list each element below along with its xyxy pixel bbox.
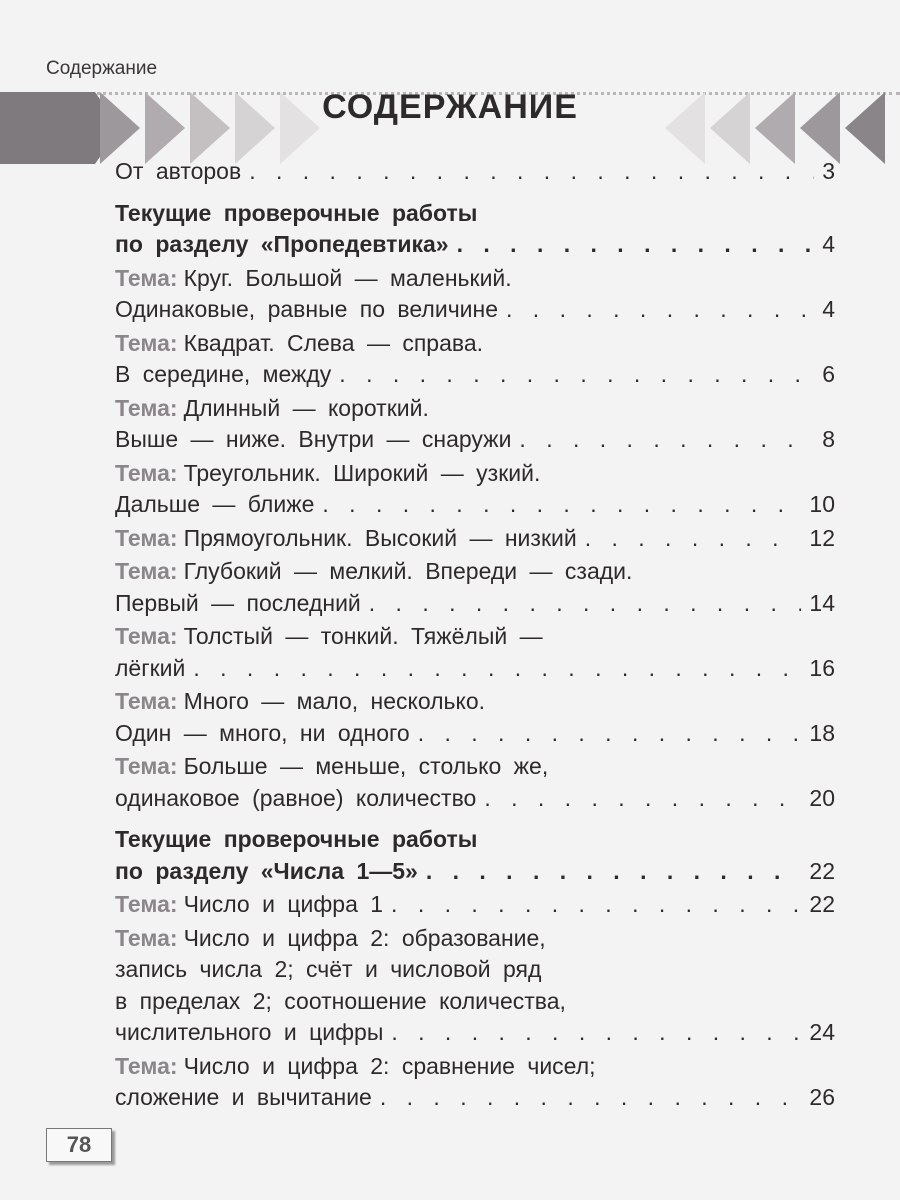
- entry-text: Треугольник. Широкий — узкий.: [183, 459, 541, 486]
- toc-line: [115, 688, 835, 720]
- entry-text: Больше — меньше, столько же,: [183, 753, 549, 779]
- dot-leader: [484, 785, 801, 812]
- toc-entry: [115, 395, 835, 458]
- entry-page-number: 24: [809, 1019, 835, 1045]
- toc-line: [115, 720, 835, 752]
- toc-line: [115, 590, 835, 622]
- dot-leader: [426, 858, 802, 885]
- dot-leader: [418, 720, 802, 747]
- dot-leader: [193, 655, 801, 682]
- entry-text: Круг. Большой — маленький.: [183, 264, 512, 291]
- toc-line: [115, 891, 835, 923]
- toc-entry: [115, 688, 835, 751]
- entry-text: Квадрат. Слева — справа.: [183, 329, 484, 356]
- topic-label: Тема:: [115, 329, 178, 356]
- topic-label: Тема:: [115, 891, 178, 917]
- toc-entry: [115, 460, 835, 523]
- entry-page-number: 12: [809, 524, 835, 551]
- toc-line: [115, 265, 835, 297]
- dot-leader: [339, 361, 814, 388]
- entry-page-number: 22: [809, 857, 835, 884]
- dot-leader: [391, 891, 801, 918]
- toc-line: [115, 491, 835, 523]
- entry-text: запись числа 2; счёт и числовой ряд: [115, 956, 542, 982]
- entry-page-number: 10: [809, 491, 835, 517]
- entry-text: От авторов: [115, 158, 242, 184]
- toc-entry: [115, 330, 835, 393]
- topic-label: Тема:: [115, 623, 178, 649]
- entry-page-number: 22: [809, 891, 835, 917]
- toc-line: [115, 1084, 835, 1116]
- topic-label: Тема:: [115, 394, 178, 421]
- entry-page-number: 16: [809, 654, 835, 681]
- entry-text: Глубокий — мелкий. Впереди — сзади.: [183, 558, 633, 584]
- entry-page-number: 6: [822, 361, 835, 387]
- toc-line: [115, 925, 835, 957]
- toc-entry: [115, 623, 835, 686]
- topic-label: Тема:: [115, 1052, 178, 1079]
- entry-page-number: 8: [822, 426, 835, 452]
- topic-label: Тема:: [115, 459, 178, 486]
- entry-text: числительного и цифры: [115, 1019, 384, 1045]
- toc-line: [115, 231, 835, 263]
- entry-page-number: 20: [809, 784, 835, 811]
- entry-text: Число и цифра 2: образование,: [183, 924, 546, 951]
- toc-line: [115, 956, 835, 988]
- entry-text: Первый — последний: [115, 589, 361, 616]
- toc-entry: [115, 525, 835, 557]
- toc-line: [115, 826, 835, 858]
- page-number: 78: [46, 1128, 112, 1162]
- entry-page-number: 14: [809, 589, 835, 616]
- dot-leader: [457, 231, 815, 258]
- toc-entry: [115, 1053, 835, 1116]
- entry-text: В середине, между: [115, 361, 332, 387]
- toc-line: [115, 460, 835, 492]
- toc-entry: [115, 891, 835, 923]
- topic-label: Тема:: [115, 753, 178, 779]
- toc-line: [115, 200, 835, 232]
- dot-leader: [369, 590, 802, 617]
- running-header: Содержание: [46, 58, 158, 79]
- dot-leader: [519, 426, 814, 453]
- entry-page-number: 3: [822, 158, 835, 184]
- entry-text: по разделу «Пропедевтика»: [115, 231, 449, 257]
- toc-line: [115, 361, 835, 393]
- entry-text: Одинаковые, равные по величине: [115, 296, 499, 322]
- toc-line: [115, 785, 835, 817]
- dot-leader: [380, 1084, 802, 1111]
- entry-text: Текущие проверочные работы: [115, 199, 478, 226]
- dot-leader: [585, 525, 802, 552]
- entry-text: Выше — ниже. Внутри — снаружи: [115, 426, 512, 452]
- table-of-contents: [115, 156, 835, 1116]
- dot-leader: [391, 1019, 801, 1046]
- dot-leader: [322, 491, 801, 518]
- entry-text: сложение и вычитание: [115, 1084, 372, 1110]
- toc-line: [115, 753, 835, 785]
- toc-line: [115, 426, 835, 458]
- entry-text: Прямоугольник. Высокий — низкий: [183, 524, 577, 551]
- toc-line: [115, 1053, 835, 1085]
- entry-text: Много — мало, несколько.: [183, 688, 486, 714]
- entry-text: одинаковое (равное) количество: [115, 784, 477, 811]
- toc-line: [115, 395, 835, 427]
- entry-text: в пределах 2; соотношение количества,: [115, 987, 566, 1014]
- toc-line: [115, 623, 835, 655]
- entry-text: Длинный — короткий.: [183, 394, 429, 421]
- entry-text: Толстый — тонкий. Тяжёлый —: [183, 623, 543, 649]
- toc-entry: [115, 753, 835, 816]
- toc-entry: [115, 558, 835, 621]
- toc-line: [115, 988, 835, 1020]
- entry-page-number: 26: [809, 1084, 835, 1110]
- entry-text: Число и цифра 1: [183, 891, 384, 917]
- toc-section: [115, 200, 835, 263]
- toc-entry: [115, 925, 835, 1051]
- toc-line: [115, 558, 835, 590]
- entry-text: Дальше — ближе: [115, 491, 315, 517]
- entry-page-number: 18: [809, 719, 835, 746]
- page-title: СОДЕРЖАНИЕ: [322, 88, 578, 126]
- toc-line: [115, 655, 835, 687]
- topic-label: Тема:: [115, 264, 178, 291]
- toc-line: [115, 330, 835, 362]
- toc-line: [115, 525, 835, 557]
- topic-label: Тема:: [115, 924, 178, 951]
- entry-text: Текущие проверочные работы: [115, 826, 478, 852]
- toc-line: [115, 858, 835, 890]
- entry-page-number: 4: [822, 231, 835, 257]
- entry-text: Один — много, ни одного: [115, 719, 410, 746]
- entry-page-number: 4: [822, 296, 835, 322]
- topic-label: Тема:: [115, 524, 178, 551]
- toc-line: [115, 296, 835, 328]
- entry-text: Число и цифра 2: сравнение чисел;: [183, 1052, 596, 1079]
- toc-entry: [115, 158, 835, 190]
- toc-line: [115, 1019, 835, 1051]
- topic-label: Тема:: [115, 558, 178, 584]
- toc-section: [115, 826, 835, 889]
- entry-text: по разделу «Числа 1—5»: [115, 857, 418, 884]
- topic-label: Тема:: [115, 688, 178, 714]
- toc-entry: [115, 265, 835, 328]
- dot-leader: [249, 158, 814, 185]
- toc-line: [115, 158, 835, 190]
- dot-leader: [506, 296, 814, 323]
- entry-text: лёгкий: [115, 654, 186, 681]
